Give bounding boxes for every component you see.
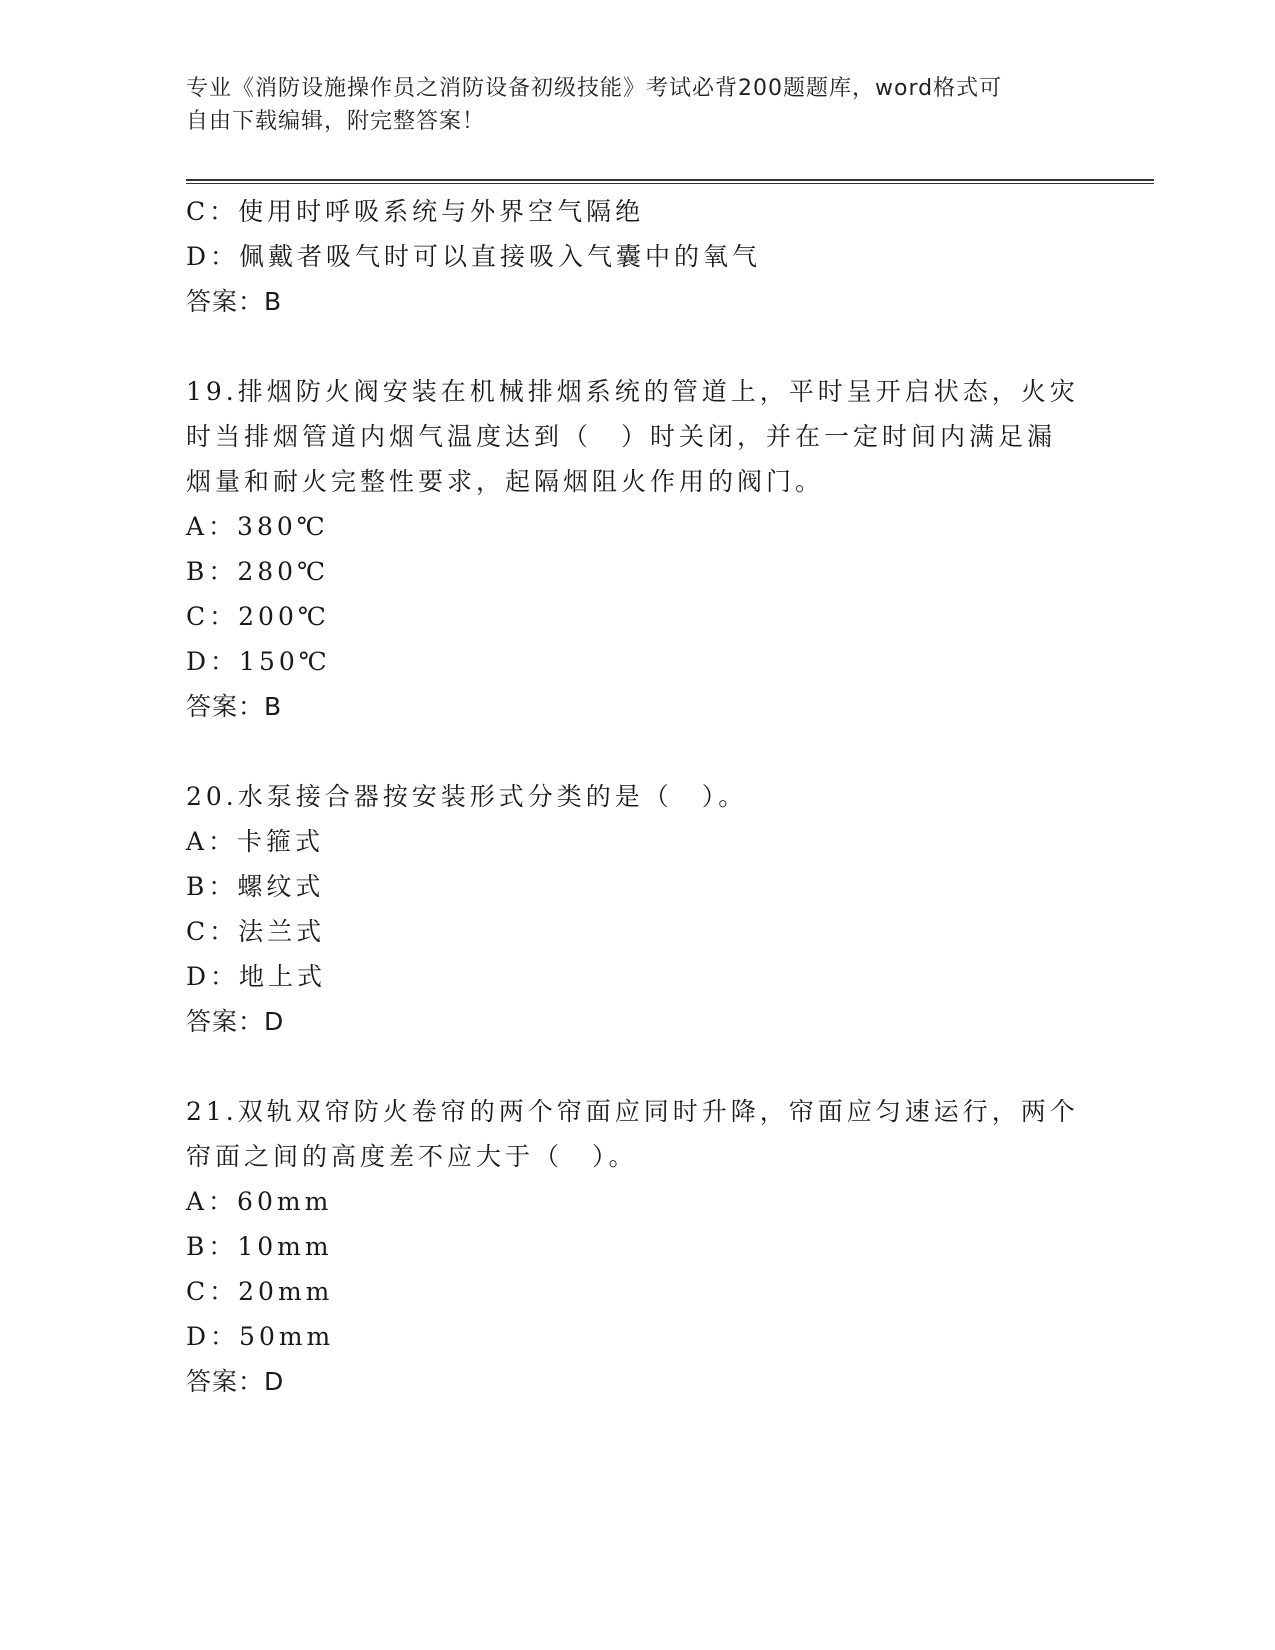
q19-option-c: C：200℃ [186, 602, 330, 631]
q20-option-a: A：卡箍式 [186, 827, 325, 856]
q20-answer: 答案：D [186, 1007, 285, 1036]
q19-stem-line-1: 19.排烟防火阀安装在机械排烟系统的管道上，平时呈开启状态，火灾 [186, 377, 1079, 406]
q21-stem-line-2: 帘面之间的高度差不应大于（ ）。 [186, 1142, 638, 1171]
q21-option-a: A：60mm [186, 1187, 333, 1216]
header-line-1: 专业《消防设施操作员之消防设备初级技能》考试必背200题题库，word格式可 [186, 76, 1003, 101]
q21-option-b: B：10mm [186, 1232, 333, 1261]
q21-option-c: C：20mm [186, 1277, 334, 1306]
header-line-2: 自由下载编辑，附完整答案！ [186, 109, 486, 134]
q21-stem-line-1: 21.双轨双帘防火卷帘的两个帘面应同时升降，帘面应匀速运行，两个 [186, 1097, 1079, 1126]
header-divider-thick [186, 179, 1154, 181]
q20-option-c: C：法兰式 [186, 917, 326, 946]
q19-stem-line-3: 烟量和耐火完整性要求，起隔烟阻火作用的阀门。 [186, 467, 825, 496]
q18-option-d: D：佩戴者吸气时可以直接吸入气囊中的氧气 [186, 242, 762, 271]
q21-answer: 答案：D [186, 1367, 285, 1396]
q19-option-b: B：280℃ [186, 557, 330, 586]
q20-option-d: D：地上式 [186, 962, 327, 991]
q19-option-a: A：380℃ [186, 512, 329, 541]
q20-stem-line-1: 20.水泵接合器按安装形式分类的是（ ）。 [186, 782, 748, 811]
q19-stem-line-2: 时当排烟管道内烟气温度达到（ ）时关闭，并在一定时间内满足漏 [186, 422, 1057, 451]
q19-answer: 答案：B [186, 692, 283, 721]
document-header [186, 72, 1066, 138]
q18-answer: 答案：B [186, 287, 283, 316]
q18-option-c: C：使用时呼吸系统与外界空气隔绝 [186, 197, 645, 226]
q20-option-b: B：螺纹式 [186, 872, 325, 901]
q19-option-d: D：150℃ [186, 647, 331, 676]
q21-option-d: D：50mm [186, 1322, 335, 1351]
header-divider-thin [186, 183, 1154, 184]
